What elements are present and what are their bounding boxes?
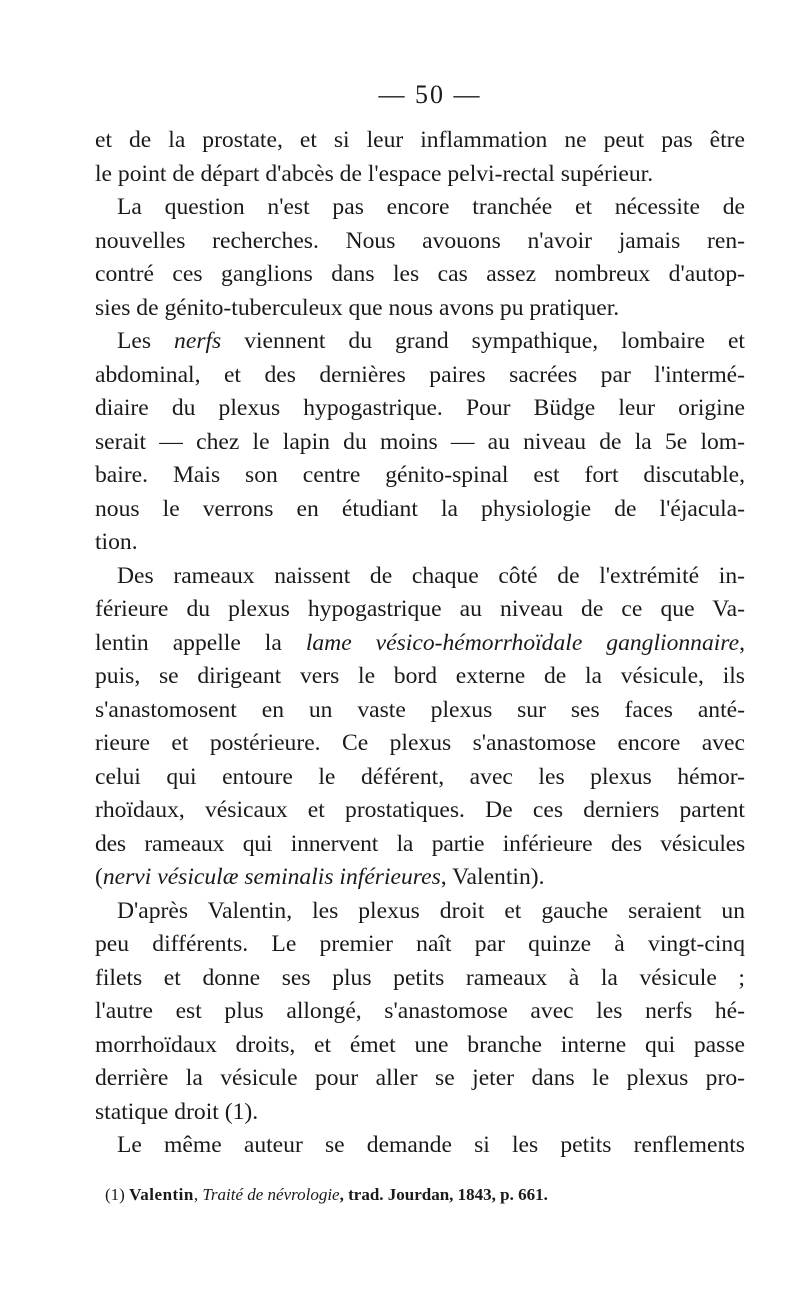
text-line: et de la prostate, et si leur inflammation ne peut pas être: [95, 127, 745, 153]
text-line: nous le verrons en étudiant la physiologie de l'éjacula-: [95, 495, 745, 522]
italic-span: nervi vésiculæ seminalis inférieures: [102, 864, 441, 890]
footnote-sep: ,: [193, 1184, 203, 1204]
text-line: tion.: [95, 529, 138, 555]
italic-span: lame vésico-hémorrhoïdale ganglionnaire: [305, 629, 740, 656]
text-line: contré ces ganglions dans les cas assez nombreux d'autop-: [95, 261, 745, 287]
text-line: filets et donne ses plus petits rameaux à la vésicule ;: [95, 964, 745, 991]
text-span: ,: [739, 629, 745, 656]
footnote-title: Traité de névrologie: [202, 1184, 340, 1204]
text-line: baire. Mais son centre génito-spinal est fort discutable,: [95, 462, 745, 488]
text-line: [95, 861, 745, 895]
page-number: — 50 —: [378, 80, 482, 109]
text-line: derrière la vésicule pour aller se jeter dans le plexus pro-: [95, 1065, 745, 1091]
body-text: [95, 124, 745, 1163]
text-line: férieure du plexus hypogastrique au niveau de ce que Va-: [95, 596, 745, 622]
text-span: (: [95, 864, 103, 890]
text-line: rhoïdaux, vésicaux et prostatiques. De ces derniers partent: [95, 797, 745, 823]
text-line: l'autre est plus allongé, s'anastomose avec les nerfs hé-: [95, 998, 745, 1024]
text-line: des rameaux qui innervent la partie inférieure des vésicules: [95, 830, 745, 857]
text-span: , Valentin).: [440, 864, 545, 890]
text-line: La question n'est pas encore tranchée et nécessite de: [117, 194, 745, 220]
page: [95, 80, 745, 1207]
text-span: lentin appelle la: [95, 629, 306, 656]
text-line: [95, 627, 745, 661]
text-line: abdominal, et des dernières paires sacrées par l'intermé-: [95, 361, 745, 388]
text-line: statique droit (1).: [95, 1098, 259, 1125]
text-line: celui qui entoure le déférent, avec les plexus hémor-: [95, 763, 745, 790]
text-line: [95, 325, 745, 359]
text-line: sies de génito-tuberculeux que nous avons pu pratiquer.: [95, 294, 620, 321]
text-line: peu différents. Le premier naît par quinze à vingt-cinq: [95, 931, 745, 957]
text-line: rieure et postérieure. Ce plexus s'anastomose encore avec: [95, 730, 745, 756]
text-line: nouvelles recherches. Nous avouons n'avoir jamais ren-: [95, 227, 745, 254]
text-line: morrhoïdaux droits, et émet une branche interne qui passe: [95, 1031, 745, 1058]
text-line: le point de départ d'abcès de l'espace pelvi-rectal supérieur.: [95, 160, 654, 187]
text-line: Le même auteur se demande si les petits renflements: [117, 1132, 745, 1158]
footnote-author: Valentin: [129, 1184, 194, 1204]
text-span: viennent du grand sympathique, lombaire et: [221, 328, 745, 354]
footnote-rest: , trad. Jourdan, 1843, p. 661.: [339, 1184, 548, 1204]
italic-span: nerfs: [174, 328, 222, 354]
text-line: Des rameaux naissent de chaque côté de l'extrémité in-: [117, 562, 745, 589]
text-span: Les: [117, 328, 175, 354]
text-line: D'après Valentin, les plexus droit et gauche seraient un: [117, 897, 745, 924]
text-line: puis, se dirigeant vers le bord externe de la vésicule, ils: [95, 663, 745, 689]
footnote-marker: (1): [105, 1184, 130, 1204]
text-line: s'anastomosent en un vaste plexus sur ses faces anté-: [95, 696, 745, 723]
text-line: diaire du plexus hypogastrique. Pour Büdge leur origine: [95, 395, 745, 421]
text-line: serait — chez le lapin du moins — au niveau de la 5e lom-: [95, 428, 745, 455]
footnote: [95, 1183, 745, 1207]
